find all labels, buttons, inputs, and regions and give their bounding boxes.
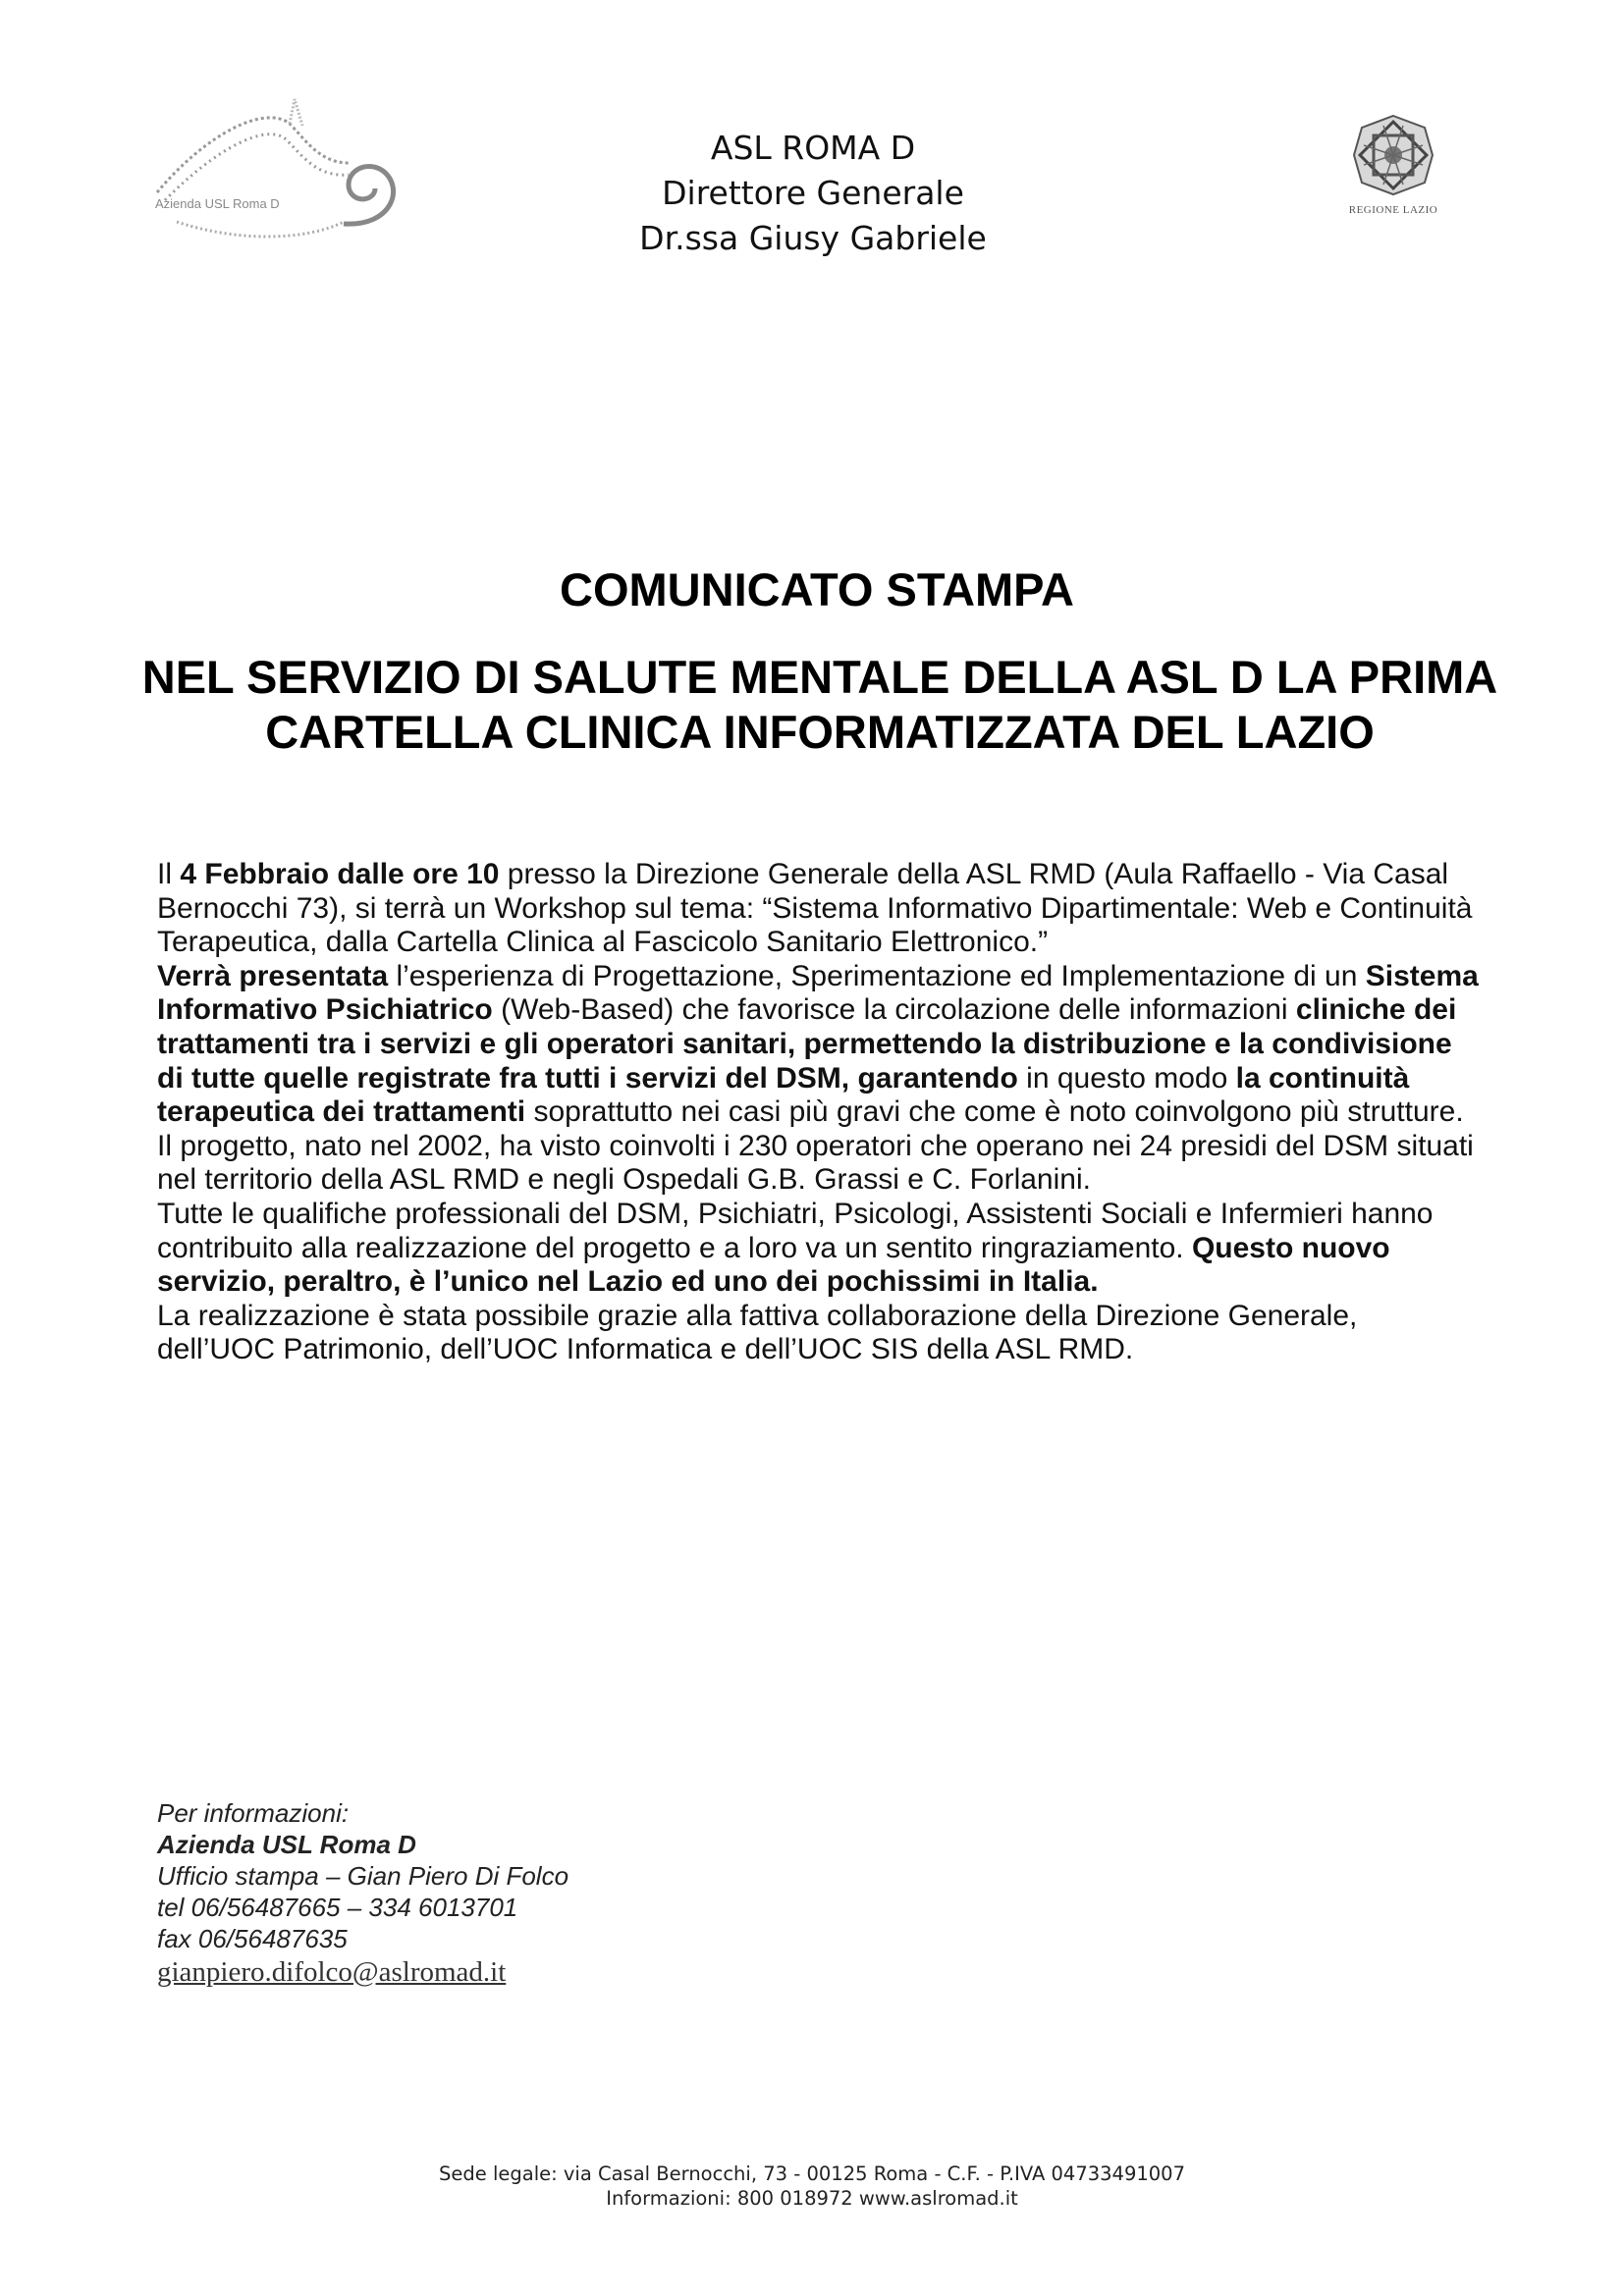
contact-label: Per informazioni: bbox=[157, 1798, 350, 1828]
regione-lazio-logo bbox=[1330, 110, 1456, 220]
contact-email-link[interactable]: gianpiero.difolco@aslromad.it bbox=[157, 1956, 507, 1988]
letterhead bbox=[511, 126, 1115, 261]
text-run-bold: Verrà presentata bbox=[157, 959, 389, 992]
text-run: presso la Direzione Generale della ASL RMD (Aula Raffaello - Via Casal Bernocchi 73), si terrà un Workshop sul tema: “Sistema Informativo Dipartimentale: Web e Continuità Terapeutica, dalla Cartella Clinica al Fascicolo Sanitario Elettronico.” bbox=[157, 858, 1473, 959]
contact-office: Ufficio stampa – Gian Piero Di Folco bbox=[157, 1861, 569, 1891]
text-run: (Web-Based) che favorisce la circolazione delle informazioni bbox=[492, 993, 1296, 1027]
logo-left-text: Azienda USL Roma D bbox=[155, 196, 280, 211]
contact-block bbox=[157, 1797, 903, 1988]
text-run: Il bbox=[157, 858, 181, 890]
footer-legal: Sede legale: via Casal Bernocchi, 73 - 00125 Roma - C.F. - P.IVA 04733491007 bbox=[439, 2163, 1185, 2185]
text-run: l’esperienza di Progettazione, Sperimentazione ed Implementazione di un bbox=[388, 959, 1366, 992]
headline: NEL SERVIZIO DI SALUTE MENTALE DELLA ASL D LA PRIMA CARTELLA CLINICA INFORMATIZZATA DEL LAZIO bbox=[141, 651, 1498, 758]
paragraph-collaboration: La realizzazione è stata possibile grazie alla fattiva collaborazione della Direzione Generale, dell’UOC Patrimonio, dell’UOC Informatica e dell’UOC SIS della ASL RMD. bbox=[157, 1299, 1358, 1366]
header-director: Dr.ssa Giusy Gabriele bbox=[639, 219, 987, 257]
page-footer bbox=[321, 2162, 1303, 2211]
header-role: Direttore Generale bbox=[662, 174, 964, 212]
asl-roma-d-logo bbox=[147, 94, 412, 241]
text-run: in questo modo bbox=[1017, 1061, 1236, 1095]
text-run-bold: la continuità terapeutica dei trattamenti bbox=[157, 1061, 1410, 1129]
text-run-bold: Questo nuovo servizio, peraltro, è l’unico nel Lazio ed uno dei pochissimi in Italia. bbox=[157, 1231, 1390, 1299]
paragraph-project: Il progetto, nato nel 2002, ha visto coinvolti i 230 operatori che operano nei 24 presidi del DSM situati nel territorio della ASL RMD e negli Ospedali G.B. Grassi e C. Forlanini. bbox=[157, 1129, 1474, 1197]
text-run: soprattutto nei casi più gravi che come è noto coinvolgono più strutture. bbox=[525, 1095, 1464, 1129]
contact-tel: tel 06/56487665 – 334 6013701 bbox=[157, 1893, 518, 1922]
paragraph-thanks bbox=[157, 1198, 1479, 1300]
press-release-body bbox=[157, 858, 1479, 1367]
contact-fax: fax 06/56487635 bbox=[157, 1924, 348, 1953]
text-run-bold: Sistema Informativo Psichiatrico bbox=[157, 959, 1479, 1027]
text-run-bold: 4 Febbraio dalle ore 10 bbox=[180, 858, 500, 890]
paragraph-presentation bbox=[157, 960, 1479, 1130]
document-title: COMUNICATO STAMPA bbox=[560, 563, 1074, 615]
text-run-bold: cliniche dei trattamenti tra i servizi e gli operatori sanitari, permettendo la distribuzione e la condivisione di tutte quelle registrate fra tutti i servizi del DSM, garantendo bbox=[157, 993, 1457, 1095]
paragraph-event bbox=[157, 858, 1479, 960]
footer-info: Informazioni: 800 018972 www.aslromad.it bbox=[606, 2187, 1018, 2210]
contact-org: Azienda USL Roma D bbox=[157, 1830, 416, 1859]
text-run: Tutte le qualifiche professionali del DSM, Psichiatri, Psicologi, Assistenti Sociali e Infermieri hanno contribuito alla realizzazione del progetto e a loro va un sentito ringraziamento. bbox=[157, 1197, 1434, 1264]
logo-right-text: REGIONE LAZIO bbox=[1348, 204, 1438, 216]
header-org: ASL ROMA D bbox=[710, 129, 916, 167]
